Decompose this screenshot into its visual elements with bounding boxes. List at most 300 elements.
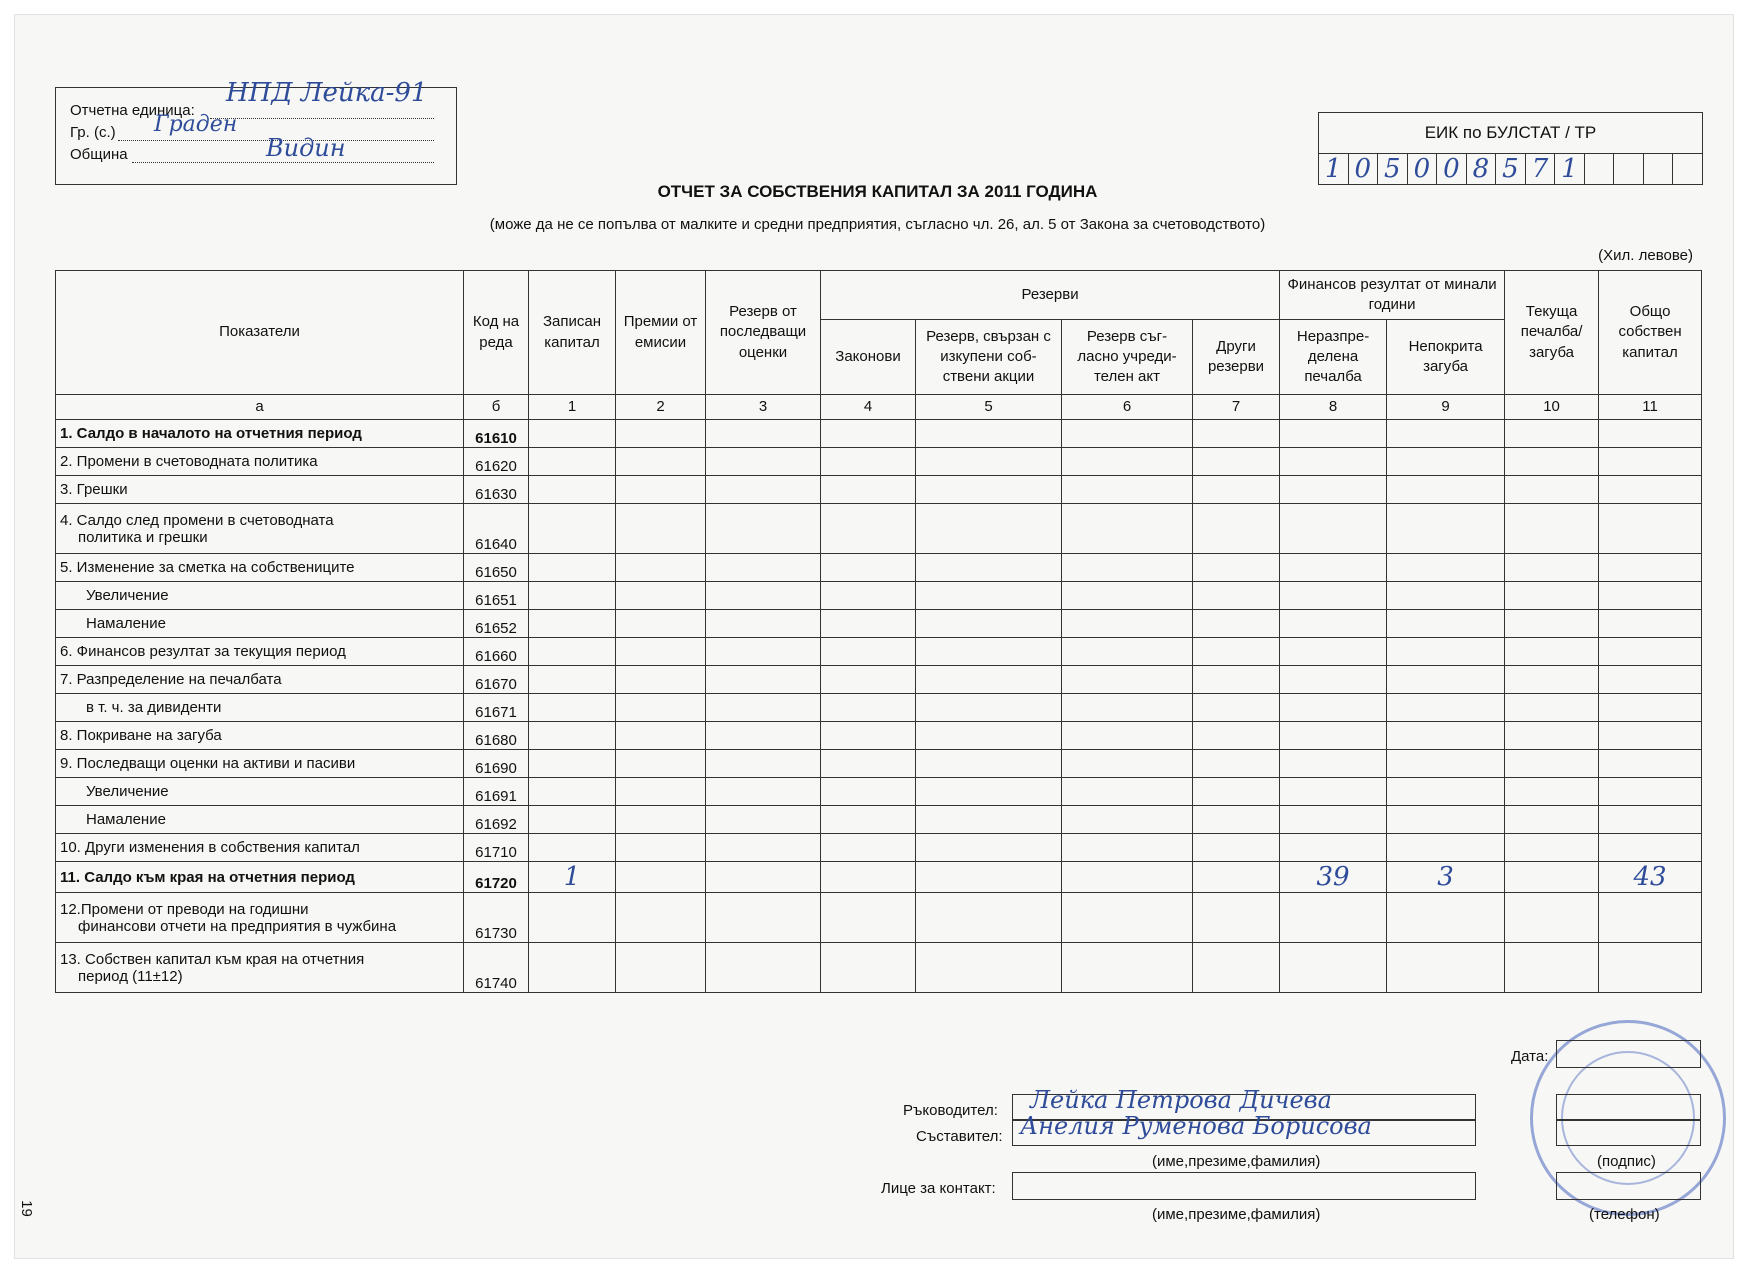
value-cell — [1505, 476, 1599, 504]
value-cell — [1062, 582, 1193, 610]
value-cell — [706, 582, 821, 610]
column-number: 2 — [616, 395, 706, 420]
value-cell — [1599, 666, 1702, 694]
reporting-unit-box — [55, 78, 457, 185]
value-cell — [1062, 862, 1193, 893]
value-cell — [1599, 554, 1702, 582]
table-row — [56, 666, 1702, 694]
row-code: 61670 — [464, 666, 529, 694]
value-cell — [1505, 893, 1599, 943]
column-number: 11 — [1599, 395, 1702, 420]
value-cell — [1599, 806, 1702, 834]
value-cell — [1387, 893, 1505, 943]
value-cell — [529, 638, 616, 666]
value-cell — [706, 610, 821, 638]
value-cell — [1193, 694, 1280, 722]
row-code: 61640 — [464, 504, 529, 554]
row-label — [56, 893, 464, 943]
value-cell — [1599, 893, 1702, 943]
column-number: 5 — [916, 395, 1062, 420]
value-cell — [616, 554, 706, 582]
table-row — [56, 778, 1702, 806]
eik-digit: 0 — [1437, 154, 1467, 184]
row-label: 9. Последващи оценки на активи и пасиви — [56, 750, 464, 778]
date-label: Дата: — [1511, 1048, 1549, 1065]
value-cell — [706, 943, 821, 993]
eik-box — [1318, 112, 1703, 185]
row-code: 61680 — [464, 722, 529, 750]
value-cell — [1387, 806, 1505, 834]
eik-digit: 1 — [1319, 154, 1349, 184]
page-number: 19 — [17, 1200, 35, 1217]
value-cell — [616, 943, 706, 993]
document-title: ОТЧЕТ ЗА СОБСТВЕНИЯ КАПИТАЛ ЗА 2011 ГОДИНА — [657, 182, 1098, 201]
header-revaluation-reserve: Резерв от последващи оценки — [706, 271, 821, 395]
value-cell — [616, 476, 706, 504]
header-prior-result: Финансов резултат от минали години — [1280, 271, 1505, 320]
value-cell — [916, 893, 1062, 943]
column-number: 4 — [821, 395, 916, 420]
row-code: 61651 — [464, 582, 529, 610]
row-label: в т. ч. за дивиденти — [56, 694, 464, 722]
eik-digit-cells — [1319, 154, 1702, 184]
value-cell — [1280, 722, 1387, 750]
column-number: 8 — [1280, 395, 1387, 420]
value-cell — [706, 666, 821, 694]
value-cell — [1193, 862, 1280, 893]
value-cell — [1505, 582, 1599, 610]
value-cell — [616, 582, 706, 610]
header-total-equity: Общо собствен капитал — [1599, 271, 1702, 395]
value-cell — [1062, 448, 1193, 476]
value-cell — [1193, 504, 1280, 554]
column-number: 3 — [706, 395, 821, 420]
value-cell — [1280, 694, 1387, 722]
value-cell — [1280, 638, 1387, 666]
value-cell — [1505, 666, 1599, 694]
value-cell — [529, 806, 616, 834]
value-cell — [916, 862, 1062, 893]
value-cell — [1505, 722, 1599, 750]
row-label: 8. Покриване на загуба — [56, 722, 464, 750]
value-cell — [1387, 504, 1505, 554]
row-label-line1: 12.Промени от преводи на годишни — [60, 900, 309, 918]
value-cell — [529, 582, 616, 610]
value-cell — [616, 638, 706, 666]
row-label: 3. Грешки — [56, 476, 464, 504]
value-cell — [1599, 420, 1702, 448]
table-row — [56, 638, 1702, 666]
value-cell — [1280, 943, 1387, 993]
table-row — [56, 554, 1702, 582]
header-legal: Законови — [821, 320, 916, 395]
row-code: 61630 — [464, 476, 529, 504]
eik-digit: 0 — [1349, 154, 1379, 184]
value-cell — [1280, 834, 1387, 862]
value-cell — [1280, 610, 1387, 638]
contact-label: Лице за контакт: — [881, 1180, 996, 1197]
value-cell — [1599, 476, 1702, 504]
value-cell — [529, 893, 616, 943]
value-cell — [821, 862, 916, 893]
value-cell — [1599, 582, 1702, 610]
value-cell — [706, 862, 821, 893]
value-cell — [529, 778, 616, 806]
header-own-shares: Резерв, свързан с изкупени соб- ствени акции — [916, 320, 1062, 395]
eik-digit: 0 — [1408, 154, 1438, 184]
value-cell — [616, 806, 706, 834]
value-cell — [1599, 610, 1702, 638]
value-cell — [1193, 554, 1280, 582]
value-cell — [821, 778, 916, 806]
value-cell — [1062, 610, 1193, 638]
value-cell — [1280, 554, 1387, 582]
value-cell — [1280, 448, 1387, 476]
header-registered-capital: Записан капитал — [529, 271, 616, 395]
table-row — [56, 943, 1702, 993]
value-cell — [1599, 448, 1702, 476]
value-cell — [1599, 943, 1702, 993]
value-cell — [1599, 834, 1702, 862]
value-cell — [1062, 778, 1193, 806]
header-statutory: Резерв съг- ласно учреди- телен акт — [1062, 320, 1193, 395]
column-number: 10 — [1505, 395, 1599, 420]
row-label: Увеличение — [56, 582, 464, 610]
value-cell — [1193, 834, 1280, 862]
value-cell — [616, 750, 706, 778]
value-cell — [1280, 476, 1387, 504]
table-row — [56, 806, 1702, 834]
city-label: Гр. (с.) — [70, 124, 116, 141]
eik-digit — [1644, 154, 1674, 184]
table-row — [56, 750, 1702, 778]
value-cell: 3 — [1387, 862, 1505, 893]
compiler-signature-field — [1556, 1120, 1701, 1146]
value-cell — [1062, 893, 1193, 943]
value-cell — [916, 694, 1062, 722]
value-cell — [1599, 722, 1702, 750]
row-code: 61690 — [464, 750, 529, 778]
unit-dotted-line — [210, 118, 434, 119]
value-cell — [616, 694, 706, 722]
value-cell — [1505, 448, 1599, 476]
column-number: 6 — [1062, 395, 1193, 420]
table-row — [56, 862, 1702, 893]
value-cell — [1387, 694, 1505, 722]
value-cell — [1387, 778, 1505, 806]
header-reserves: Резерви — [821, 271, 1280, 320]
value-cell — [1280, 806, 1387, 834]
value-cell — [529, 834, 616, 862]
value-cell — [1193, 943, 1280, 993]
value-cell — [706, 778, 821, 806]
value-cell — [1505, 862, 1599, 893]
value-cell — [1193, 638, 1280, 666]
contact-field — [1012, 1172, 1476, 1200]
value-cell — [616, 448, 706, 476]
row-label — [56, 943, 464, 993]
value-cell — [1599, 694, 1702, 722]
value-cell — [1599, 778, 1702, 806]
row-code: 61620 — [464, 448, 529, 476]
value-cell — [821, 750, 916, 778]
value-cell — [529, 554, 616, 582]
value-cell — [529, 722, 616, 750]
value-cell: 1 — [529, 862, 616, 893]
value-cell — [616, 862, 706, 893]
header-uncovered-loss: Непокрита загуба — [1387, 320, 1505, 395]
value-cell — [706, 638, 821, 666]
value-cell — [916, 666, 1062, 694]
signature-caption: (подпис) — [1597, 1153, 1656, 1170]
value-cell — [1505, 554, 1599, 582]
value-cell — [1387, 834, 1505, 862]
row-label-line2: период (11±12) — [78, 967, 183, 985]
value-cell — [1599, 504, 1702, 554]
value-cell — [1505, 750, 1599, 778]
value-cell — [706, 504, 821, 554]
value-cell — [706, 893, 821, 943]
value-cell — [821, 420, 916, 448]
value-cell — [1505, 638, 1599, 666]
value-cell — [1193, 476, 1280, 504]
value-cell — [916, 420, 1062, 448]
value-cell — [821, 666, 916, 694]
table-row — [56, 722, 1702, 750]
value-cell — [1193, 448, 1280, 476]
value-cell — [821, 806, 916, 834]
compiler-value: Анелия Руменова Борисова — [1020, 1112, 1372, 1140]
units-note: (Хил. левове) — [1598, 247, 1693, 264]
value-cell — [616, 893, 706, 943]
value-cell — [1505, 943, 1599, 993]
value-cell — [616, 834, 706, 862]
value-cell — [706, 806, 821, 834]
value-cell — [916, 504, 1062, 554]
value-cell — [1387, 420, 1505, 448]
value-cell — [1062, 666, 1193, 694]
row-label: 6. Финансов резултат за текущия период — [56, 638, 464, 666]
value-cell — [821, 504, 916, 554]
name-caption: (име,презиме,фамилия) — [1152, 1153, 1321, 1170]
table-row — [56, 448, 1702, 476]
value-cell — [706, 834, 821, 862]
value-cell — [616, 778, 706, 806]
value-cell — [1193, 722, 1280, 750]
row-label: 5. Изменение за сметка на собствениците — [56, 554, 464, 582]
value-cell — [1387, 554, 1505, 582]
header-share-premium: Премии от емисии — [616, 271, 706, 395]
value-cell — [1387, 666, 1505, 694]
value-cell — [1280, 666, 1387, 694]
contact-name-caption: (име,презиме,фамилия) — [1152, 1206, 1321, 1223]
value-cell — [1505, 504, 1599, 554]
row-code: 61692 — [464, 806, 529, 834]
value-cell — [1599, 750, 1702, 778]
eik-digit: 5 — [1496, 154, 1526, 184]
eik-digit — [1673, 154, 1702, 184]
value-cell — [821, 893, 916, 943]
municipality-value: Видин — [266, 134, 346, 162]
value-cell — [1062, 554, 1193, 582]
value-cell — [1387, 722, 1505, 750]
value-cell — [916, 806, 1062, 834]
value-cell — [1062, 834, 1193, 862]
value-cell — [1280, 582, 1387, 610]
value-cell — [1387, 750, 1505, 778]
value-cell — [1505, 694, 1599, 722]
value-cell — [916, 448, 1062, 476]
value-cell — [1280, 893, 1387, 943]
row-code: 61691 — [464, 778, 529, 806]
unit-label: Отчетна единица: — [70, 102, 195, 119]
row-code: 61740 — [464, 943, 529, 993]
value-cell: 39 — [1280, 862, 1387, 893]
table-row — [56, 504, 1702, 554]
value-cell — [821, 722, 916, 750]
value-cell — [1062, 722, 1193, 750]
value-cell — [1505, 834, 1599, 862]
value-cell — [916, 943, 1062, 993]
value-cell — [916, 638, 1062, 666]
value-cell — [616, 610, 706, 638]
row-label: 11. Салдо към края на отчетния период — [56, 862, 464, 893]
value-cell — [1062, 943, 1193, 993]
date-field — [1556, 1040, 1701, 1068]
value-cell — [821, 476, 916, 504]
row-label: Намаление — [56, 610, 464, 638]
eik-digit — [1585, 154, 1615, 184]
value-cell — [1599, 638, 1702, 666]
row-code: 61671 — [464, 694, 529, 722]
value-cell — [1062, 750, 1193, 778]
header-indicators: Показатели — [56, 271, 464, 395]
value-cell — [529, 943, 616, 993]
row-label-line2: финансови отчети на предприятия в чужбина — [78, 917, 397, 935]
value-cell — [1193, 750, 1280, 778]
manager-signature-field — [1556, 1094, 1701, 1120]
city-row — [70, 124, 116, 141]
municipality-label: Община — [70, 146, 128, 163]
value-cell — [706, 448, 821, 476]
phone-field — [1556, 1172, 1701, 1200]
document-subtitle: (може да не се попълва от малките и средни предприятия, съгласно чл. 26, ал. 5 от Закона за счетоводството) — [489, 216, 1266, 233]
value-cell — [706, 750, 821, 778]
municipality-dotted-line — [132, 162, 434, 163]
row-label: 7. Разпределение на печалбата — [56, 666, 464, 694]
row-label-line1: 4. Салдо след промени в счетоводната — [60, 511, 334, 529]
value-cell — [1387, 943, 1505, 993]
eik-digit: 8 — [1467, 154, 1497, 184]
value-cell — [1062, 806, 1193, 834]
value-cell — [1193, 778, 1280, 806]
row-label — [56, 504, 464, 554]
value-cell — [1062, 420, 1193, 448]
row-label: Увеличение — [56, 778, 464, 806]
value-cell — [706, 722, 821, 750]
value-cell — [706, 694, 821, 722]
row-code: 61730 — [464, 893, 529, 943]
value-cell — [616, 420, 706, 448]
value-cell — [1062, 504, 1193, 554]
value-cell — [821, 834, 916, 862]
column-number: а — [56, 395, 464, 420]
row-code: 61660 — [464, 638, 529, 666]
row-code: 61652 — [464, 610, 529, 638]
header-other-reserves: Други резерви — [1193, 320, 1280, 395]
row-label: 10. Други изменения в собствения капитал — [56, 834, 464, 862]
value-cell — [1193, 806, 1280, 834]
table-row — [56, 610, 1702, 638]
value-cell — [1280, 504, 1387, 554]
eik-title: ЕИК по БУЛСТАТ / ТР — [1319, 113, 1702, 154]
value-cell — [821, 694, 916, 722]
value-cell — [616, 504, 706, 554]
row-code: 61610 — [464, 420, 529, 448]
value-cell — [821, 448, 916, 476]
row-label: 2. Промени в счетоводната политика — [56, 448, 464, 476]
value-cell — [529, 694, 616, 722]
value-cell — [529, 750, 616, 778]
table-row — [56, 476, 1702, 504]
value-cell — [616, 722, 706, 750]
value-cell — [529, 420, 616, 448]
value-cell: 43 — [1599, 862, 1702, 893]
value-cell — [821, 610, 916, 638]
value-cell — [1387, 448, 1505, 476]
city-value: Граден — [154, 112, 238, 137]
eik-digit — [1614, 154, 1644, 184]
column-numbers-row — [56, 395, 1702, 420]
value-cell — [1505, 806, 1599, 834]
column-number: 1 — [529, 395, 616, 420]
value-cell — [1062, 476, 1193, 504]
table-row — [56, 582, 1702, 610]
value-cell — [1280, 750, 1387, 778]
table-row — [56, 420, 1702, 448]
table-row — [56, 834, 1702, 862]
value-cell — [1505, 610, 1599, 638]
value-cell — [1193, 420, 1280, 448]
eik-digit: 7 — [1526, 154, 1556, 184]
value-cell — [916, 582, 1062, 610]
value-cell — [1193, 893, 1280, 943]
column-number: 7 — [1193, 395, 1280, 420]
value-cell — [1280, 420, 1387, 448]
value-cell — [1387, 582, 1505, 610]
value-cell — [916, 750, 1062, 778]
value-cell — [1505, 420, 1599, 448]
column-number: б — [464, 395, 529, 420]
value-cell — [1280, 778, 1387, 806]
value-cell — [821, 582, 916, 610]
value-cell — [529, 610, 616, 638]
column-number: 9 — [1387, 395, 1505, 420]
value-cell — [1387, 638, 1505, 666]
manager-value: Лейка Петрова Дичева — [1030, 1086, 1332, 1114]
header-code: Код на реда — [464, 271, 529, 395]
value-cell — [916, 610, 1062, 638]
value-cell — [821, 638, 916, 666]
value-cell — [916, 778, 1062, 806]
value-cell — [529, 448, 616, 476]
value-cell — [1193, 666, 1280, 694]
compiler-label: Съставител: — [916, 1128, 1003, 1145]
value-cell — [821, 554, 916, 582]
table-row — [56, 893, 1702, 943]
value-cell — [1193, 582, 1280, 610]
table-body — [56, 420, 1702, 993]
